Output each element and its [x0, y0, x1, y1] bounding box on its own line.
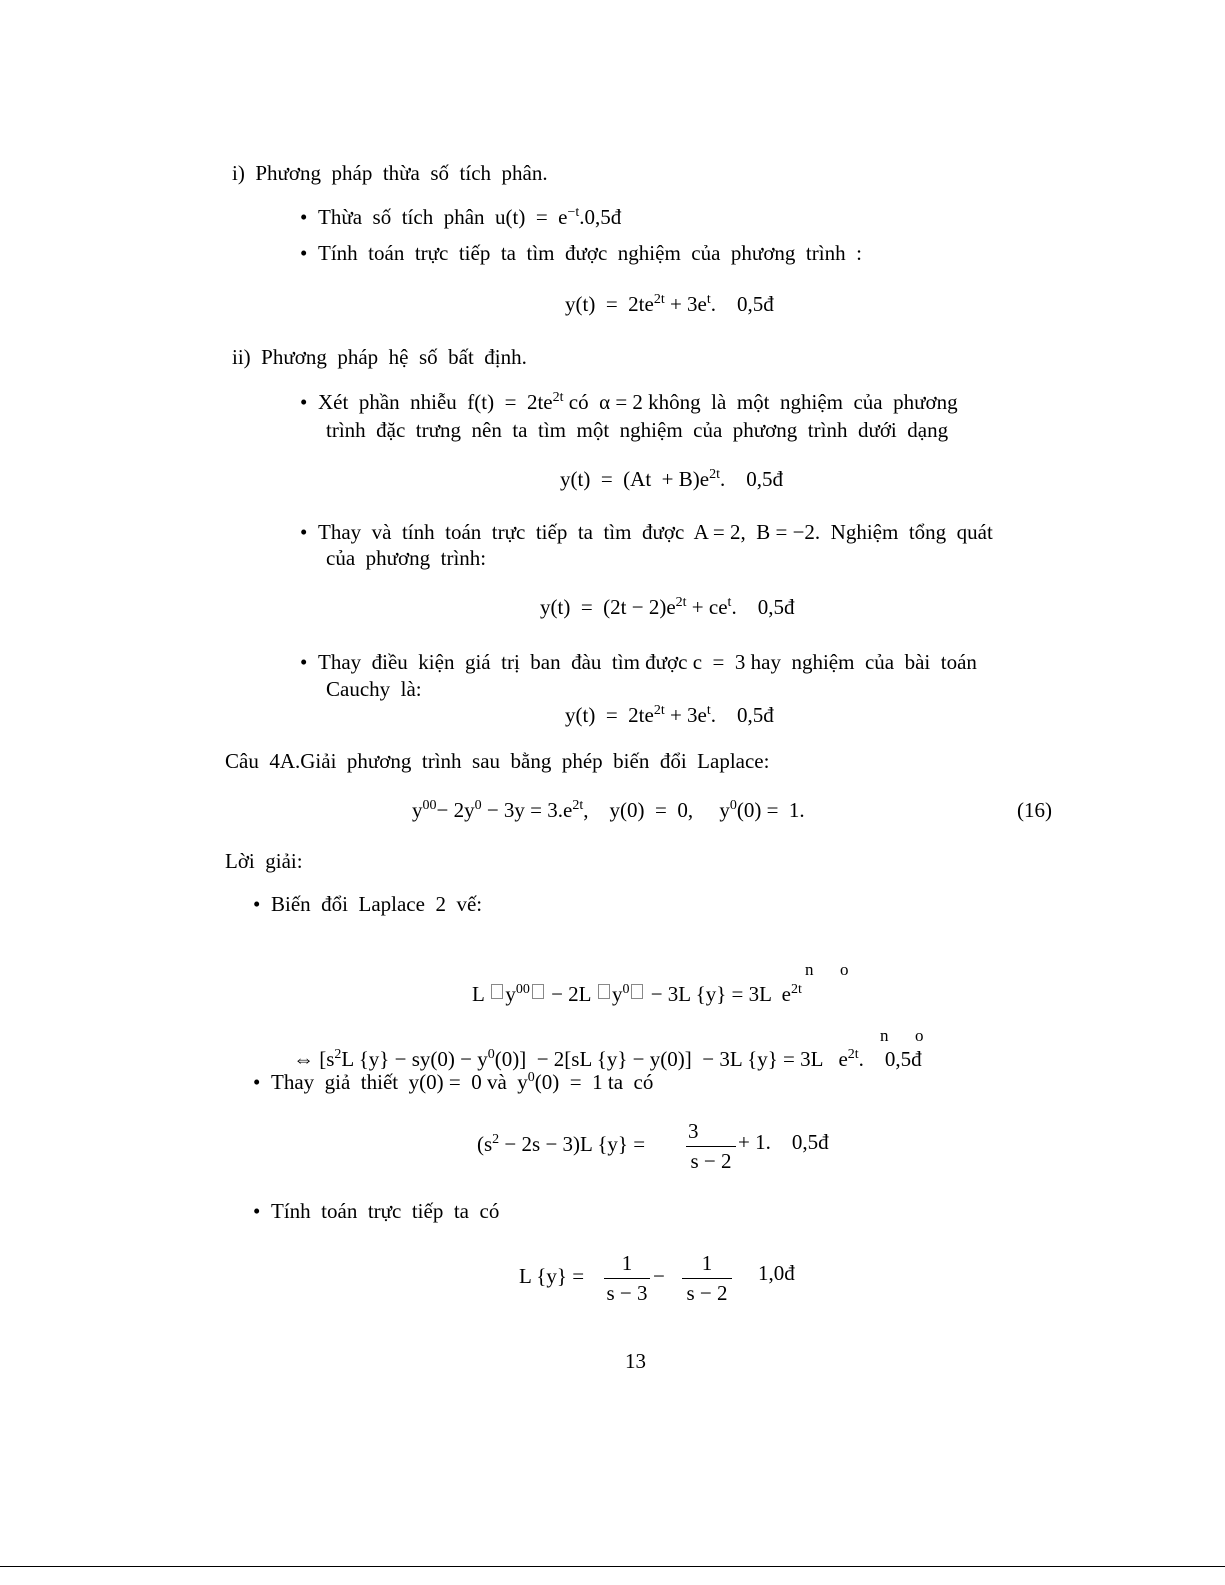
- bullet-marker: •: [300, 520, 308, 544]
- superscript: 2t: [653, 292, 665, 307]
- text: . 0,5đ: [710, 292, 774, 316]
- equation-16: [412, 800, 805, 821]
- superscript: 2t: [791, 982, 802, 997]
- section-ii-heading: ii) Phương pháp hệ số bất định.: [232, 345, 527, 369]
- solution-bullet-1: Biến đổi Laplace 2 vế:: [271, 892, 483, 916]
- brace-o: o: [915, 1026, 924, 1045]
- equation-i: [565, 294, 774, 315]
- fraction-bar: [604, 1278, 650, 1279]
- text: Thay giả thiết y(0) = 0 và y: [271, 1070, 528, 1094]
- denominator: s − 2: [690, 1149, 732, 1173]
- text: L {y} − sy(0) − y: [341, 1047, 488, 1071]
- superscript: 00: [515, 982, 530, 997]
- section-ii-bullet-3-line-2: Cauchy là:: [326, 677, 422, 701]
- superscript: 0: [487, 1047, 495, 1062]
- bottom-rule: [0, 1566, 1225, 1567]
- superscript: 0: [622, 982, 630, 997]
- text: + 3e: [664, 292, 707, 316]
- text: ⇔ [s: [293, 1047, 335, 1071]
- text: + ce: [686, 595, 728, 619]
- text: y: [412, 798, 423, 822]
- numerator: 1: [621, 1251, 633, 1275]
- text: y(t) = (2t − 2)e: [540, 595, 676, 619]
- solution-bullet-2: [271, 1072, 653, 1093]
- text: (0) = 1.: [736, 798, 805, 822]
- brace-n: n: [805, 960, 814, 979]
- superscript: 2: [492, 1132, 500, 1147]
- text: − 3L {y} = 3L: [645, 982, 772, 1006]
- superscript: t: [706, 292, 711, 307]
- text: Xét phần nhiễu f(t) = 2te: [318, 390, 553, 414]
- denominator: s − 3: [606, 1281, 648, 1305]
- text: y: [505, 982, 516, 1006]
- text: e: [781, 982, 791, 1006]
- laplace-equation: [472, 984, 802, 1005]
- superscript: 2t: [709, 467, 720, 482]
- superscript: 2t: [847, 1047, 859, 1062]
- text: . 0,5đ: [731, 595, 795, 619]
- bullet-marker: •: [300, 241, 308, 265]
- section-ii-bullet-1-line-2: trình đặc trưng nên ta tìm một nghiệm của phương trình dưới dạng: [326, 418, 949, 442]
- text: .0,5đ: [579, 205, 622, 229]
- fraction-1-over-s-minus-3: [604, 1253, 650, 1304]
- section-i-bullet-1: [318, 207, 621, 228]
- missing-glyph-box: [491, 984, 503, 999]
- brace-o: o: [840, 960, 849, 979]
- section-i-heading: i) Phương pháp thừa số tích phân.: [232, 161, 548, 185]
- text: y(t) = 2te: [565, 703, 654, 727]
- bullet-marker: •: [253, 892, 261, 916]
- question-4a-heading: Câu 4A.Giải phương trình sau bằng phép biến đổi Laplace:: [225, 749, 770, 773]
- text: . 0,5đ: [858, 1047, 922, 1071]
- fraction-bar: [682, 1278, 732, 1279]
- section-ii-bullet-1-line-1: [318, 392, 958, 413]
- text: L: [472, 982, 485, 1006]
- brace-n: n: [880, 1026, 889, 1045]
- text: có α = 2 không là một nghiệm của phương: [563, 390, 958, 414]
- equation-4-tail: + 1. 0,5đ: [738, 1130, 829, 1154]
- numerator: 1: [701, 1251, 713, 1275]
- bullet-marker: •: [253, 1070, 261, 1094]
- bullet-marker: •: [300, 390, 308, 414]
- missing-glyph-box: [598, 984, 610, 999]
- text: − 2L: [545, 982, 591, 1006]
- minus-sign: −: [653, 1264, 665, 1288]
- solution-heading: Lời giải:: [225, 849, 303, 873]
- equivalence-equation: [293, 1049, 922, 1070]
- superscript: 2: [334, 1047, 342, 1062]
- equation-5-score: 1,0đ: [758, 1261, 795, 1285]
- text: − 3y = 3.e: [481, 798, 573, 822]
- text: + 3e: [664, 703, 707, 727]
- equation-ii-3: [565, 705, 774, 726]
- bullet-marker: •: [300, 205, 308, 229]
- bullet-marker: •: [253, 1199, 261, 1223]
- superscript: 00: [422, 798, 437, 813]
- superscript: −t: [567, 205, 580, 220]
- text: (0)] − 2[sL {y} − y(0)] − 3L {y} = 3L: [494, 1047, 823, 1071]
- superscript: t: [727, 595, 732, 610]
- equation-4: [477, 1134, 645, 1155]
- fraction-bar: [686, 1146, 736, 1147]
- text: (s: [477, 1132, 493, 1156]
- text: Thừa số tích phân u(t) = e: [318, 205, 568, 229]
- fraction-1-over-s-minus-2: [682, 1253, 732, 1304]
- numerator: 3: [688, 1119, 699, 1143]
- denominator: s − 2: [686, 1281, 728, 1305]
- missing-glyph-box: [631, 984, 643, 999]
- text: − 2s − 3)L {y} =: [499, 1132, 646, 1156]
- missing-glyph-box: [532, 984, 544, 999]
- solution-bullet-3: Tính toán trực tiếp ta có: [271, 1199, 500, 1223]
- superscript: 0: [527, 1070, 535, 1085]
- text: . 0,5đ: [710, 703, 774, 727]
- text: . 0,5đ: [719, 467, 783, 491]
- superscript: 2t: [552, 390, 564, 405]
- section-ii-bullet-2-line-1: Thay và tính toán trực tiếp ta tìm được A = 2, B = −2. Nghiệm tổng quát: [318, 520, 993, 544]
- section-ii-bullet-2-line-2: của phương trình:: [326, 546, 487, 570]
- page-number: 13: [625, 1349, 646, 1373]
- equation-5-lhs: L {y} =: [519, 1264, 585, 1288]
- superscript: 0: [474, 798, 482, 813]
- text: y(t) = (At + B)e: [560, 467, 710, 491]
- text: y: [611, 982, 623, 1006]
- bullet-marker: •: [300, 650, 308, 674]
- superscript: t: [706, 703, 711, 718]
- superscript: 0: [729, 798, 737, 813]
- superscript: 2t: [653, 703, 665, 718]
- section-i-bullet-2: Tính toán trực tiếp ta tìm được nghiệm của phương trình :: [318, 241, 862, 265]
- superscript: 2t: [572, 798, 584, 813]
- text: y(t) = 2te: [565, 292, 654, 316]
- section-ii-bullet-3-line-1: Thay điều kiện giá trị ban đàu tìm được c = 3 hay nghiệm của bài toán: [318, 650, 977, 674]
- equation-number: (16): [1017, 798, 1052, 822]
- superscript: 2t: [675, 595, 687, 610]
- text: , y(0) = 0, y: [583, 798, 730, 822]
- text: e: [838, 1047, 848, 1071]
- equation-ii-1: [560, 469, 783, 490]
- text: − 2y: [436, 798, 475, 822]
- equation-ii-2: [540, 597, 794, 618]
- fraction-3-over-s-minus-2: [686, 1121, 736, 1172]
- text: (0) = 1 ta có: [534, 1070, 654, 1094]
